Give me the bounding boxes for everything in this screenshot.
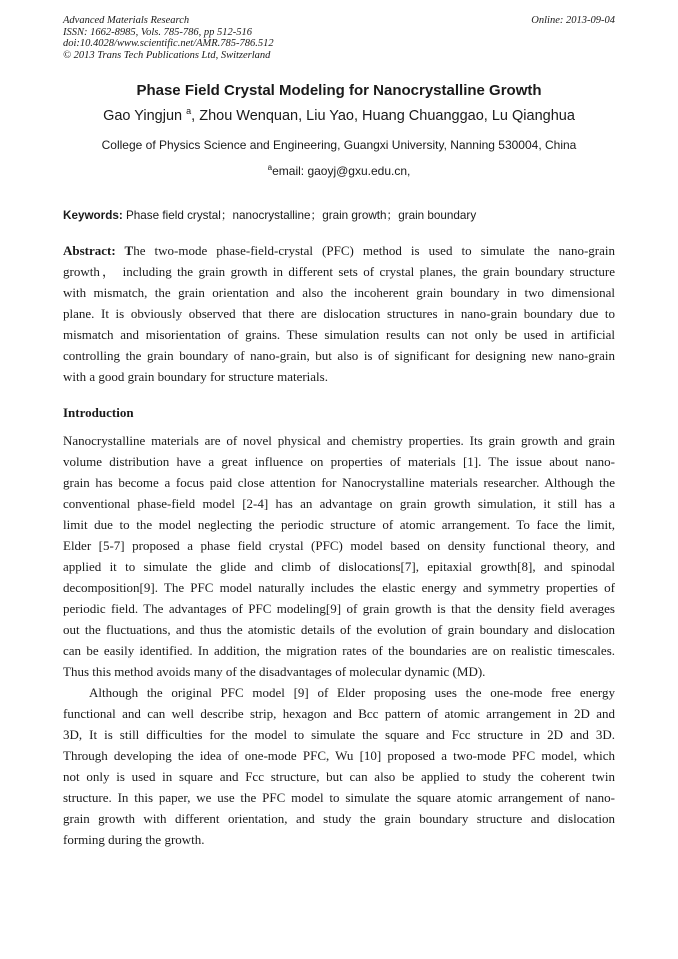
abstract-line-text: controlling the grain boundary of nano-grain, but also is of significant for designing new nano-grain — [63, 348, 615, 363]
email-address: email: gaoyj@gxu.edu.cn, — [272, 164, 411, 178]
author-rest: , Zhou Wenquan, Liu Yao, Huang Chuanggao, Lu Qianghua — [191, 108, 575, 124]
paragraph-line: conventional phase-field model [2-4] has an advantage on grain growth simulation, it still has a — [63, 496, 615, 511]
author-first: Gao Yingjun — [103, 108, 183, 124]
abstract-line — [63, 324, 615, 345]
paragraph-line: Thus this method avoids many of the disadvantages of molecular dynamic (MD). — [63, 664, 486, 679]
abstract — [63, 240, 615, 387]
paragraph-line: forming during the growth. — [63, 832, 205, 847]
abstract-line — [63, 261, 615, 282]
abstract-line — [63, 345, 615, 366]
abstract-label: Abstract: T — [63, 243, 134, 258]
keywords-label: Keywords: — [63, 209, 123, 222]
affiliation: College of Physics Science and Engineering, Guangxi University, Nanning 530004, China — [101, 138, 577, 152]
paragraph-line: periodic field. The advantages of PFC modeling[9] of grain growth is that the density field averages — [63, 601, 615, 616]
abstract-line-text: with a good grain boundary for structure materials. — [63, 369, 328, 384]
journal-name: Advanced Materials Research — [63, 15, 190, 26]
paragraph-line: grain growth with different orientation, and study the grain boundary structure and dislocation — [63, 811, 615, 826]
paragraph-line: 3D, It is still difficulties for the model to simulate the square and Fcc structure in 2D and 3D. — [63, 727, 615, 742]
abstract-line-text: growth， including the grain growth in different sets of crystal planes, the grain boundary structure — [63, 264, 615, 279]
paragraph-line: structure. In this paper, we use the PFC model to simulate the square atomic arrangement of nano- — [63, 790, 615, 805]
paragraph-line: grain has become a focus paid close attention for Nanocrystalline materials researcher. Although the — [63, 475, 615, 490]
abstract-line-text: he two-mode phase-field-crystal (PFC) method is used to simulate the nano-grain — [133, 243, 615, 258]
paragraph-line: limit due to the model neglecting the periodic structure of atomic arrangement. To face the limit, — [63, 517, 615, 532]
abstract-line — [63, 240, 615, 261]
abstract-line-text: mismatch and misorientation of grains. These simulation results can not only be used in artificial — [63, 327, 615, 342]
abstract-line-text: plane. It is obviously observed that there are dislocation structures in nano-grain boundary due to — [63, 306, 615, 321]
paragraph-line: not only is used in square and Fcc structure, but can also be applied to study the coherent twin — [63, 769, 615, 784]
paragraph-line: can be easily identified. In addition, the migration rates of the boundaries are on realistic timescales. — [63, 643, 615, 658]
introduction-heading: Introduction — [63, 405, 134, 420]
author-superscript: a — [186, 106, 192, 116]
paragraph-line: decomposition[9]. The PFC model naturally includes the elastic energy and symmetry properties of — [63, 580, 615, 595]
paragraph-line: Through developing the idea of one-mode PFC, Wu [10] proposed a two-mode PFC model, which — [63, 748, 615, 763]
abstract-line — [63, 303, 615, 324]
online-date: Online: 2013-09-04 — [531, 15, 615, 26]
author-list — [50, 107, 628, 125]
issn-line: ISSN: 1662-8985, Vols. 785-786, pp 512-516 — [63, 26, 252, 38]
email-line — [63, 164, 615, 179]
abstract-line — [63, 282, 615, 303]
abstract-line — [63, 366, 615, 387]
paragraph-line: applied it to simulate the glide and climb of dislocations[7], epitaxial growth[8], and spinodal — [63, 559, 615, 574]
paragraph-line: out the fluctuations, and thus the atomistic details of the evolution of grain boundary and dislocation — [63, 622, 615, 637]
keywords — [63, 208, 615, 223]
paper-title: Phase Field Crystal Modeling for Nanocrystalline Growth — [136, 82, 542, 99]
paragraph-line: volume distribution have a great influence on properties of materials [1]. The issue about nano- — [63, 454, 615, 469]
paragraph-line: Nanocrystalline materials are of novel physical and chemistry properties. Its grain growth and grain — [63, 433, 615, 448]
paragraph-line: Elder [5-7] proposed a phase field crystal (PFC) model based on density functional theory, and — [63, 538, 615, 553]
abstract-line-text: with mismatch, the grain orientation and also the incoherent grain boundary in two dimensional — [63, 285, 615, 300]
email-superscript: a — [267, 163, 273, 172]
paragraph-line: functional and can well describe strip, hexagon and Bcc pattern of atomic arrangement in 2D and — [63, 706, 615, 721]
doi-line: doi:10.4028/www.scientific.net/AMR.785-786.512 — [63, 38, 274, 49]
introduction-body — [63, 430, 615, 850]
keywords-text: Phase field crystal；nanocrystalline；grain growth；grain boundary — [122, 209, 477, 222]
paragraph-line: Although the original PFC model [9] of Elder proposing uses the one-mode free energy — [89, 685, 615, 700]
journal-header — [63, 15, 615, 61]
copyright-line: © 2013 Trans Tech Publications Ltd, Switzerland — [63, 49, 271, 61]
